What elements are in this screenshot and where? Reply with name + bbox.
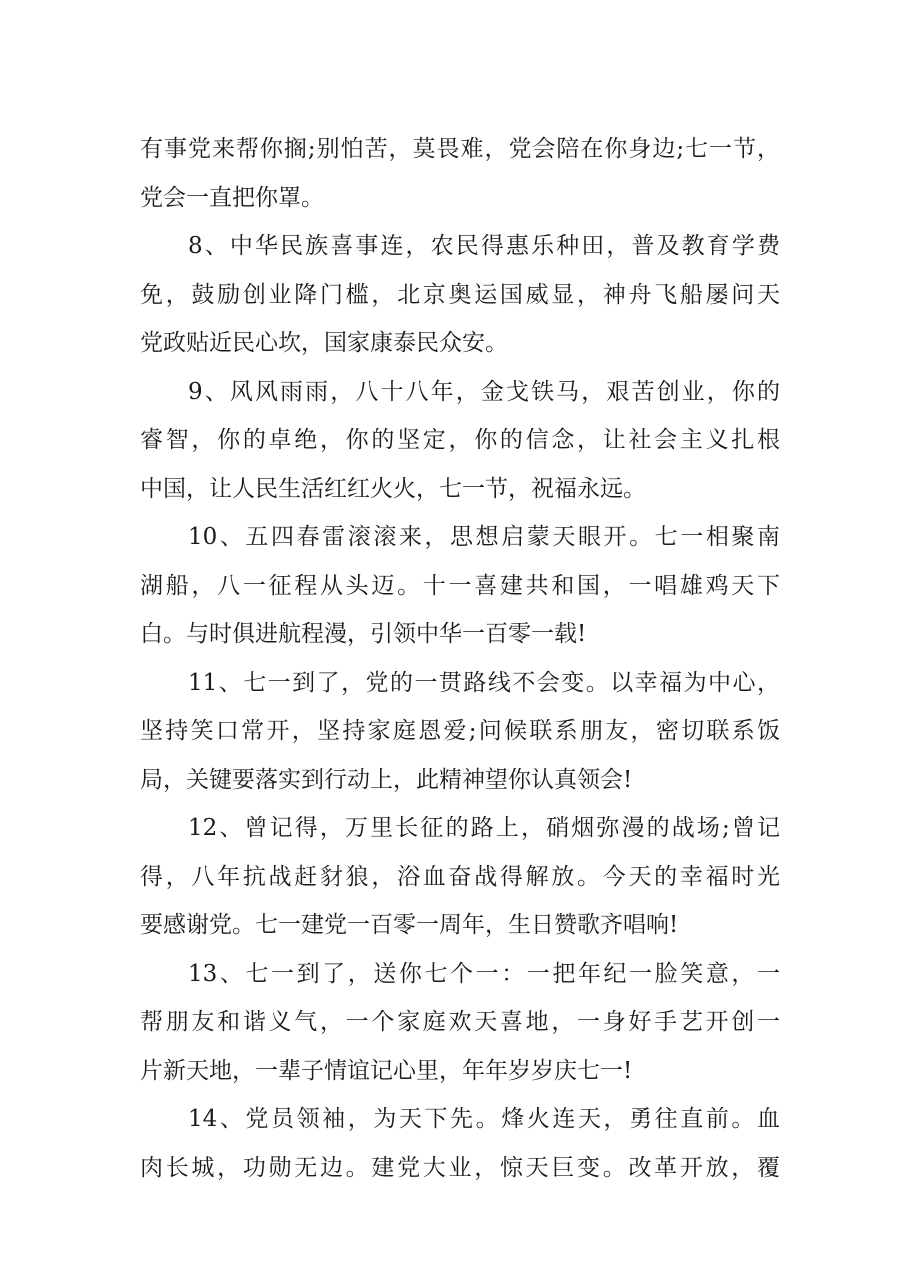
paragraph-9-line: 睿智，你的卓绝，你的坚定，你的信念，让社会主义扎根 [140, 427, 780, 453]
paragraph-9-line: 中国，让人民生活红红火火，七一节，祝福永远。 [140, 475, 646, 502]
paragraph-11-line: 11、七一到了，党的一贯路线不会变。以幸福为中心， [188, 669, 780, 696]
paragraph-10-line: 湖船，八一征程从头迈。十一喜建共和国，一唱雄鸡天下 [140, 572, 780, 599]
paragraph-11-line: 局，关键要落实到行动上，此精神望你认真领会! [140, 766, 633, 793]
paragraph-11-line: 坚持笑口常开，坚持家庭恩爱;问候联系朋友，密切联系饭 [140, 718, 780, 744]
paragraph-13-line: 帮朋友和谐义气，一个家庭欢天喜地，一身好手艺开创一 [140, 1009, 780, 1035]
paragraph-13-line: 13、七一到了，送你七个一：一把年纪一脸笑意，一 [188, 960, 780, 987]
text-line: 有事党来帮你搁;别怕苦，莫畏难，党会陪在你身边;七一节， [140, 136, 780, 162]
paragraph-8-line: 党政贴近民心坎，国家康泰民众安。 [140, 330, 508, 356]
text-line: 党会一直把你罩。 [140, 184, 324, 211]
paragraph-10-line: 白。与时俱进航程漫，引领中华一百零一载! [140, 621, 587, 647]
document-body [140, 125, 780, 1192]
paragraph-9-line: 9、风风雨雨，八十八年，金戈铁马，艰苦创业，你的 [188, 378, 780, 405]
paragraph-12-line: 得，八年抗战赶豺狼，浴血奋战得解放。今天的幸福时光 [140, 863, 780, 890]
paragraph-12-line: 12、曾记得，万里长征的路上，硝烟弥漫的战场;曾记 [188, 815, 780, 841]
paragraph-10-line: 10、五四春雷滚滚来，思想启蒙天眼开。七一相聚南 [188, 524, 780, 550]
paragraph-14-line: 肉长城，功勋无边。建党大业，惊天巨变。改革开放，覆 [140, 1154, 780, 1181]
paragraph-8-line: 免，鼓励创业降门槛，北京奥运国威显，神舟飞船屡问天 [140, 281, 780, 308]
paragraph-8-line: 8、中华民族喜事连，农民得惠乐种田，普及教育学费 [188, 233, 780, 259]
paragraph-12-line: 要感谢党。七一建党一百零一周年，生日赞歌齐唱响! [140, 912, 679, 938]
paragraph-13-line: 片新天地，一辈子情谊记心里，年年岁岁庆七一! [140, 1057, 633, 1084]
paragraph-14-line: 14、党员领袖，为天下先。烽火连天，勇往直前。血 [188, 1106, 780, 1132]
